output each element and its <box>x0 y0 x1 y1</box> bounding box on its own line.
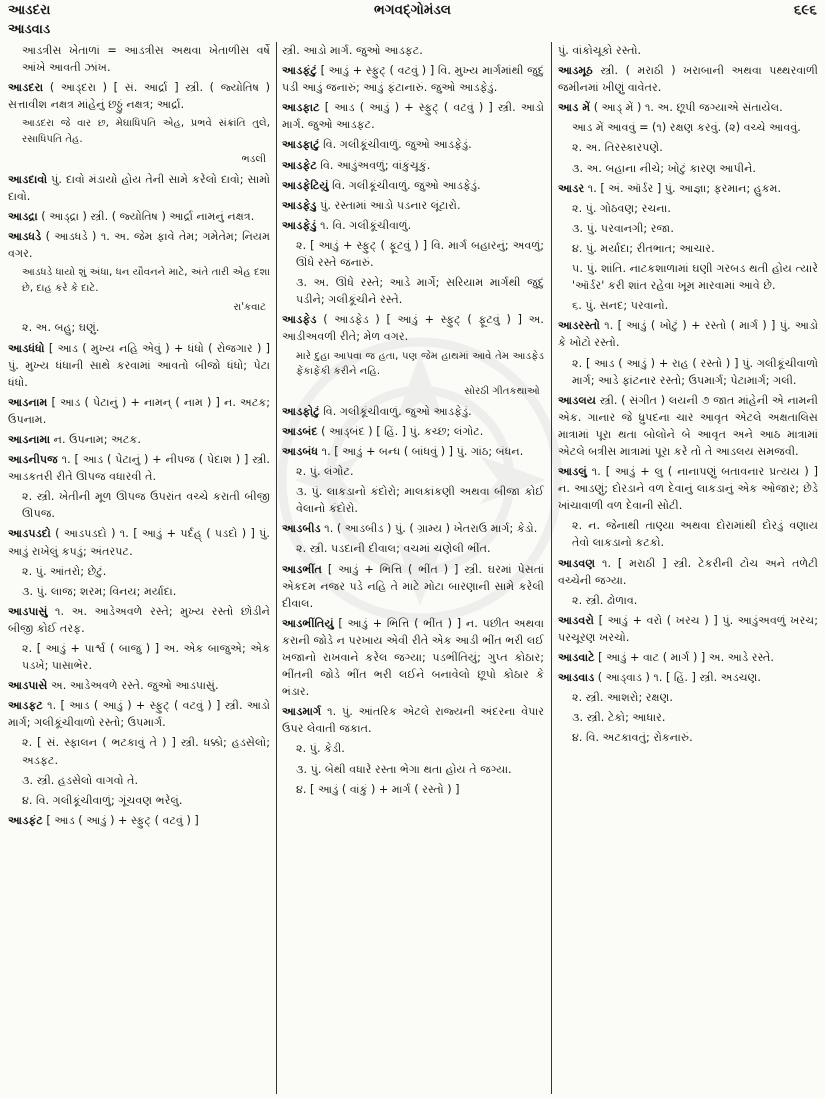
column-divider <box>276 42 277 1094</box>
entry-text: સ્ત્રી. ( સંગીત ) લયની ૭ જાત માંહેની એ નામની એક. ગાનાર જે ધ્રુપદના ચાર આવૃત એટલે અક્ષતાલિસ માત્રામાં પૂરા થતા બોલોને બે આવૃત અને આઠ માત્રામાં એટલે બત્રીસ માત્રામાં પૂરા કરે તો તે આડલય સમજવી. <box>558 393 818 458</box>
headword: આડવણ <box>558 556 596 570</box>
entry-text: ૨. અ. બહુ; ઘણું. <box>22 321 100 335</box>
page-number: ૬૯૬ <box>793 2 817 18</box>
dictionary-entry <box>8 812 270 829</box>
dictionary-entry <box>558 709 818 726</box>
headword: આડબંધ <box>282 444 319 458</box>
entry-text: ( આડ્બંદ ) [ હિં. ] પું. કચ્છ; લંગોટ. <box>317 424 484 438</box>
dictionary-entry <box>8 772 270 789</box>
dictionary-entry <box>8 116 270 147</box>
entry-text: [ આડ ( આડું ) + સ્ફુટ્ ( વટવું ) ] <box>42 813 199 827</box>
dictionary-entry <box>282 177 544 194</box>
entry-text: ૩. પું. લાકડાનો કંદોરો; માલકાંકણી અથવા બીજા કોઈ વેલાનો કંદોરો. <box>296 485 544 516</box>
dictionary-entry <box>558 42 818 59</box>
dictionary-entry <box>558 180 818 197</box>
entry-text: ૧. [ આડ ( આડું ) + સ્ફુટ્ ( વટવું ) ] સ્ત્રી. આડો માર્ગ; ગલીકૂંચીવાળો રસ્તો; ઉપમાર્ગ. <box>8 699 270 730</box>
entry-text: ૩. સ્ત્રી. ટેકો; આધાર. <box>572 711 666 725</box>
entry-text: ૨. [ આડું + સ્ફુટ્ ( ફૂટવું ) ] વિ. માર્ગ બહારનું; અવળું; ઊંધે રસ્તે જનારું. <box>296 238 544 270</box>
entry-text: પું. વાંકોચૂકો રસ્તો. <box>558 44 642 57</box>
entry-text: [ આડું + વરો ( ખરચ ) ] પું. આડુંઅવળું ખરચ; પરચૂરણ ખરચો. <box>558 613 818 644</box>
headword: આડફેડુ <box>282 198 317 212</box>
dictionary-entry <box>8 488 270 522</box>
headword: આડનામ <box>8 395 48 409</box>
dictionary-entry <box>8 79 270 113</box>
entry-text: વિ. ગલીકૂંચીવાળું. જુઓ આડફેડું. <box>328 178 481 192</box>
headword: આડફાટ <box>282 101 320 115</box>
headword: આડમાર્ગ <box>282 705 322 719</box>
entry-text: સ્ત્રી. આડો માર્ગ. જુઓ આડફટ. <box>282 44 423 57</box>
headword: આડલું <box>558 465 587 479</box>
entry-text: ૧. [ આડ ( પેટાનું ) + નીપજ ( પેદાશ ) ] સ્ત્રી. આડકતરી રીતે ઊપજ વધારવી તે. <box>8 453 270 484</box>
dictionary-entry <box>558 392 818 460</box>
entry-text: ( આડ્દ્રા ) સ્ત્રી. ( જ્યોતિષ ) આર્દ્રા નામનું નક્ષત્ર. <box>37 209 255 223</box>
entry-text: ૨. પું. ગોઠવણ; રચના. <box>572 201 671 215</box>
entry-text: ૪. પું. મર્યાદા; રીતભાત; આચાર. <box>572 241 715 255</box>
headword: આડપડદો <box>8 527 51 541</box>
dictionary-entry <box>8 340 270 391</box>
dictionary-entry <box>8 394 270 428</box>
entry-text: ૨. સ્ત્રી. આશરો; રક્ષણ. <box>572 691 673 705</box>
headword: આડપાસે <box>8 679 48 693</box>
entry-text: ૩. સ્ત્રી. હડસેલો વાગવો તે. <box>22 773 139 787</box>
dictionary-entry <box>8 319 270 336</box>
dictionary-entry <box>8 583 270 600</box>
dictionary-entry <box>282 311 544 345</box>
headword: આડફેટિયું <box>282 178 329 192</box>
dictionary-entry <box>558 62 818 96</box>
entry-text: ૧. પું. આંતરિક એટલે રાજ્યની અંદરના વેપાર ઉપર લેવાતી જકાત. <box>282 705 544 736</box>
dictionary-entry <box>8 734 270 768</box>
dictionary-entry <box>8 208 270 225</box>
entry-text: ૩. પું. પરવાનગી; રજા. <box>572 221 674 235</box>
entry-text: ૧. [ મરાઠી ] સ્ત્રી. ટેકરીની ટોચ અને તળેટી વચ્ચેની જગ્યા. <box>558 556 818 587</box>
dictionary-entry <box>282 274 544 308</box>
headword: આડદરા <box>8 81 44 95</box>
entry-text: ૧. [ આડું ( ખોટું ) + રસ્તો ( માર્ગ ) ] પું. આડો કે ખોટો રસ્તો. <box>558 319 818 350</box>
headword: આડભીંત <box>282 562 322 576</box>
dictionary-entry <box>282 237 544 271</box>
headword: આડપાસું <box>8 604 48 618</box>
dictionary-entry <box>8 640 270 674</box>
dictionary-entry <box>558 555 818 589</box>
entry-text: ન. ઉપનામ; અટક. <box>50 432 141 446</box>
entry-text: ૨. સ્ત્રી. ખેતીની મૂળ ઊપજ ઉપરાંત વચ્ચે કરાતી બીજી ઊપજ. <box>22 490 270 521</box>
entry-text: મારે દુહા આપવા જ હતા, પણ જેમ હાથમાં આવે તેમ આડફેડ ફેંકાફેંકી કરીને નહિ. <box>296 350 544 378</box>
dictionary-entry <box>282 740 544 757</box>
entry-text: પું. રસ્તામાં આડો પડનાર લૂંટારો. <box>316 198 461 212</box>
dictionary-entry <box>8 792 270 809</box>
entry-text: [ આડું + ભિત્તિ ( ભીંત ) ] ન. પછીત અથવા કરાની જોડે ન પરખાય એવી રીતે એક આડી ભીંત ભરી લઈ ખજાનો રાખવાને કરેલ જગ્યા; પડભીંતિયું; ગુપ્ત કોઠાર; ભીંતની જોડે ભીંત ભરી લઈને બનાવેલો છૂપો કોઠાર કે ભંડાર. <box>282 616 544 699</box>
entry-text: [ આડું + સ્ફુટ્ ( વટવું ) ] વિ. મુખ્ય માર્ગમાંથી જુદું પડી આડું જનારું; આડું ફંટાનારું. જુઓ આડફેડું. <box>282 64 544 95</box>
entry-text: સ્ત્રી. ( મરાઠી ) ખરાબાની અથવા પથ્થરવાળી જમીનમાં ખીણું વાવેતર. <box>558 64 818 95</box>
dictionary-entry <box>282 42 544 59</box>
dictionary-entry <box>8 677 270 694</box>
entry-text: ( આડ્ મેં ) ૧. અ. છૂપી જગ્યાએ સંતાયેલ. <box>590 101 783 115</box>
entry-text: [ આડ ( આડું ) + સ્ફુટ્ ( વટવું ) ] સ્ત્રી. આડો માર્ગ. જુઓ આડફટ. <box>282 101 544 132</box>
dictionary-entry <box>8 42 270 76</box>
entry-text: ૨. [ સં. સ્ફાલન ( ભટકાવું તે ) ] સ્ત્રી. ધક્કો; હડસેલો; અડફટ. <box>22 736 270 767</box>
entry-text: ૨. પું. લંગોટ. <box>296 465 354 479</box>
dictionary-entry <box>558 119 818 136</box>
dictionary-entry <box>8 451 270 485</box>
headword: આડનામા <box>8 432 51 446</box>
dictionary-entry <box>558 649 818 666</box>
entry-text: ૧. [ આડું + બન્ધ ( બાંધવું ) ] પું. ગાંઠ; બંધન. <box>318 444 524 458</box>
entry-text: ૪. વિ. ગલીકૂંચીવાળું; ગૂંચવણ ભરેલું. <box>22 793 183 807</box>
dictionary-entry <box>8 563 270 580</box>
headword: આડફેટ <box>282 158 317 172</box>
entry-text: વિ. ગલીકૂંચીવાળું. જુઓ આડફેડું. <box>319 404 472 418</box>
dictionary-entry <box>558 517 818 551</box>
dictionary-entry <box>558 355 818 389</box>
headword: આડવાટે <box>558 651 595 664</box>
headword: આડદાવો <box>8 172 48 186</box>
entry-text: ૩. પું. લાજ; શરમ; વિનય; મર્યાદા. <box>22 584 177 598</box>
dictionary-entry <box>558 669 818 686</box>
entry-text: આડ મેં આવવું = (૧) રક્ષણ કરવું. (૨) વચ્ચે આવવું. <box>572 121 801 135</box>
dictionary-entry <box>8 525 270 559</box>
column-left <box>8 42 270 1094</box>
headword: આડધંધો <box>8 341 45 355</box>
entry-text: ૨. પું. આંતરો; છેટું. <box>22 564 107 578</box>
headword: આડધડે <box>8 229 42 243</box>
entry-text: ૬. પું. સનદ; પરવાનો. <box>572 299 669 313</box>
headword: આડફેડું <box>282 218 317 232</box>
dictionary-entry <box>282 540 544 557</box>
dictionary-entry <box>8 151 270 168</box>
headword: આડલય <box>558 393 596 407</box>
entry-text: ( આડપડદો ) ૧. [ આડું + પર્દહ્ ( પડદો ) ] પું. આડું રાખેલું કપડું; અંતરપટ. <box>8 527 270 558</box>
entry-text: ૨. પું. કેડી. <box>296 742 345 756</box>
headword: આડફાટું <box>282 138 320 152</box>
dictionary-entry <box>282 403 544 420</box>
dictionary-entry <box>558 240 818 257</box>
entry-text: ૪. વિ. અટકાવતું; રોકનારું. <box>572 731 693 745</box>
entry-text: ૨. [ આડ ( આડું ) + રાહ ( રસ્તો ) ] પું. ગલીકૂંચીવાળો માર્ગ; આડે ફાંટનાર રસ્તો; ઉપમાર્ગ; પેટામાર્ગ; ગલી. <box>572 356 818 387</box>
dictionary-entry <box>282 197 544 214</box>
entry-text: વિ. આડુંઅવળું; વાંકુંચૂકું. <box>316 158 431 172</box>
headword: આડનીપજ <box>8 453 58 467</box>
entry-text: આડધડે ધાયો શું અંધા, ધન યૌવનને માટે, અંતે તારી એહ દશા છે, દાહ કરે કે દાટે. <box>22 267 270 294</box>
headword: આડબીડ <box>282 522 321 536</box>
last-headword: આડવાડ <box>8 22 51 37</box>
dictionary-entry <box>558 317 818 351</box>
dictionary-entry <box>558 592 818 609</box>
dictionary-entry <box>558 99 818 116</box>
entry-text: સોરઠી ગીતકથાઓ <box>464 385 540 397</box>
dictionary-entry <box>8 431 270 448</box>
dictionary-entry <box>282 761 544 778</box>
headword: આડભીંતિયું <box>282 616 334 630</box>
running-head <box>8 2 817 22</box>
entry-text: વિ. ગલીકૂંચીવાળું. જુઓ આડફેડું. <box>319 138 472 152</box>
headword: આડદ્રા <box>8 209 38 223</box>
dictionary-entry <box>8 299 270 316</box>
dictionary-entry <box>558 160 818 177</box>
entry-text: ૧. અ. આડેઅવળે રસ્તે; મુખ્ય રસ્તો છોડીને બીજી કોઈ તરફ. <box>8 604 270 635</box>
entry-text: [ આડ ( મુખ્ય નહિ એવું ) + ધંધો ( રોજગાર ) ] પું. મુખ્ય ધંધાની સાથે કરવામાં આવતો બીજો ધંધો; પેટા ધંધો. <box>8 341 270 389</box>
dictionary-entry <box>8 228 270 262</box>
dictionary-entry <box>558 297 818 314</box>
dictionary-entry <box>282 443 544 460</box>
column-right <box>558 42 818 1094</box>
dictionary-entry <box>558 689 818 706</box>
dictionary-entry <box>8 603 270 637</box>
headword: આડરસ્તો <box>558 319 600 333</box>
dictionary-entry <box>558 260 818 294</box>
entry-text: અ. આડેઅવળે રસ્તે. જુઓ આડપાસું. <box>47 679 219 693</box>
dictionary-title: ભગવદ્ગોમંડલ <box>374 2 451 18</box>
headword: આડફંટ <box>8 813 43 827</box>
entry-text: ૩. અ. બહાના નીચે; ખોટું કારણ આપીને. <box>572 161 756 175</box>
headword: આડબંદ <box>282 424 318 438</box>
dictionary-entry <box>558 729 818 746</box>
entry-text: ૧. [ અં. ઑર્ડર ] પું. આજ્ઞા; ફરમાન; હુકમ. <box>584 181 782 195</box>
dictionary-entry <box>282 99 544 133</box>
dictionary-entry <box>282 136 544 153</box>
dictionary-entry <box>558 612 818 646</box>
entry-text: ૩. અ. ઊંધે રસ્તે; આડે માર્ગે; સરિયામ માર્ગથી જુદું પડીને; ગલીકૂંચીને રસ્તે. <box>296 276 544 307</box>
entry-text: ( આડ્દરા ) [ સં. આર્દ્રા ] સ્ત્રી. ( જ્યોતિષ ) સત્તાવીશ નક્ષત્ર માંહેનું છઠ્ઠું નક્ષત્ર; આર્દ્રા. <box>8 81 270 112</box>
dictionary-entry <box>282 217 544 234</box>
entry-text: ૨. અ. તિરસ્કારપણે. <box>572 141 663 155</box>
dictionary-entry <box>558 200 818 217</box>
headword: આડર <box>558 181 585 195</box>
headword: આડવરો <box>558 613 594 627</box>
headword: આડફેડ <box>282 313 317 327</box>
headword: આડફંટું <box>282 64 317 78</box>
dictionary-entry <box>558 463 818 514</box>
first-headword: આડદરા <box>8 2 51 18</box>
dictionary-entry <box>8 697 270 731</box>
column-divider <box>551 42 552 1094</box>
entry-text: ૨. [ આડું + પાર્શ્વ ( બાજુ ) ] અ. એક બાજુએ; એક પડખે; પાસાભેર. <box>22 642 270 673</box>
entry-text: ( આડધડે ) ૧. અ. જેમ ફાવે તેમ; ગમેતેમ; નિયમ વગર. <box>8 229 270 261</box>
entry-text: ૨. સ્ત્રી. પડદાની દીવાલ; વચમાં ચણેલી ભીંત. <box>296 542 491 556</box>
headword: આડફટ <box>8 699 43 713</box>
entry-text: ૧. વિ. ગલીકૂંચીવાળું. <box>316 218 412 232</box>
entry-text: રા'કવાટ <box>233 302 266 314</box>
entry-text: પું. દાવો મંડાયો હોય તેની સામે કરેલો દાવો; સામો દાવો. <box>8 172 270 203</box>
dictionary-entry <box>282 703 544 737</box>
dictionary-entry <box>282 157 544 174</box>
dictionary-entry <box>282 463 544 480</box>
dictionary-entry <box>282 561 544 612</box>
dictionary-entry <box>282 483 544 517</box>
entry-text: ૧. ( આડબીડ ) પું. ( ગ્રામ્ય ) ખેતરાઉ માર્ગ; કેડો. <box>320 522 538 536</box>
entry-text: ૩. પું. બેથી વધારે રસ્તા ભેગા થતા હોય તે જગ્યા. <box>296 762 512 776</box>
entry-text: આડદરા જે વાર છ, મેઘાધિપતિ એહ, પ્રભવે સંક્રાંતિ તુલે, રસાધિપતિ તેહ. <box>22 118 270 145</box>
column-middle <box>282 42 544 1094</box>
headword: આડ મેં <box>558 101 591 115</box>
dictionary-entry <box>8 265 270 296</box>
entry-text: ૧. [ આડું + લુ ( નાનાપણું બતાવનાર પ્રત્યય ) ] ન. આડણું; દોરડાને વળ દેવાનું લાકડાનું એક ઓજાર; છેડે ખાંચાવાળી વળ દેવાની સોટી. <box>558 465 818 513</box>
entry-text: [ આડું + ભિત્તિ ( ભીંત ) ] સ્ત્રી. ઘરમાં પેસતાં એકદમ નજર પડે નહિ તે માટે મોટા બારણાની સામે કરેલી દીવાલ. <box>282 562 544 610</box>
entry-text: ૪. [ આડું ( વાંકું ) + માર્ગ ( રસ્તો ) ] <box>296 782 460 796</box>
entry-text: [ આડું + વાટ ( માર્ગ ) ] અ. આડે રસ્તે. <box>594 651 774 664</box>
dictionary-entry <box>8 171 270 205</box>
entry-text: ભડલી <box>241 153 266 165</box>
entry-text: ૫. પું. શાંતિ. નાટકશાળામાં ઘણી ગરબડ થતી હોય ત્યારે 'ઑર્ડર' કરી શાંત રહેવા ખૂમ મારવામાં આવે છે. <box>572 262 818 293</box>
entry-text: ૨. સ્ત્રી. ઢોળાવ. <box>572 593 638 607</box>
dictionary-entry <box>282 781 544 798</box>
headword: આડવાડ <box>558 671 595 685</box>
entry-text: ( આડફેડ ) [ આડું + સ્ફુટ્ ( ફૂટવું ) ] અ. આડીઅવળી રીતે; મેળ વગર. <box>282 313 544 344</box>
dictionary-entry <box>282 383 544 400</box>
entry-text: ૨. ન. જેનાથી તાણ્યા અથવા દોરામાંથી દોરડું વણાય તેવો લાકડાનો કટકો. <box>572 519 818 550</box>
dictionary-entry <box>282 520 544 537</box>
dictionary-entry <box>558 139 818 156</box>
headword: આડફોટું <box>282 404 320 418</box>
dictionary-entry <box>282 62 544 96</box>
entry-text: [ આડ ( પેટાનું ) + નામન્ ( નામ ) ] ન. અટક; ઉપનામ. <box>8 395 270 426</box>
dictionary-entry <box>558 220 818 237</box>
dictionary-entry <box>282 423 544 440</box>
entry-text: ( આડ્વાડ ) ૧. [ હિં. ] સ્ત્રી. અડચણ. <box>594 671 761 685</box>
headword: આડમૂઠ <box>558 64 593 78</box>
dictionary-entry <box>282 615 544 700</box>
entry-text: આડત્રીસ ખેતાળાં = આડત્રીસ અથવા ખેતાળીસ વર્ષે આંખે આવતી ઝાંખ. <box>22 44 270 75</box>
dictionary-entry <box>282 349 544 380</box>
